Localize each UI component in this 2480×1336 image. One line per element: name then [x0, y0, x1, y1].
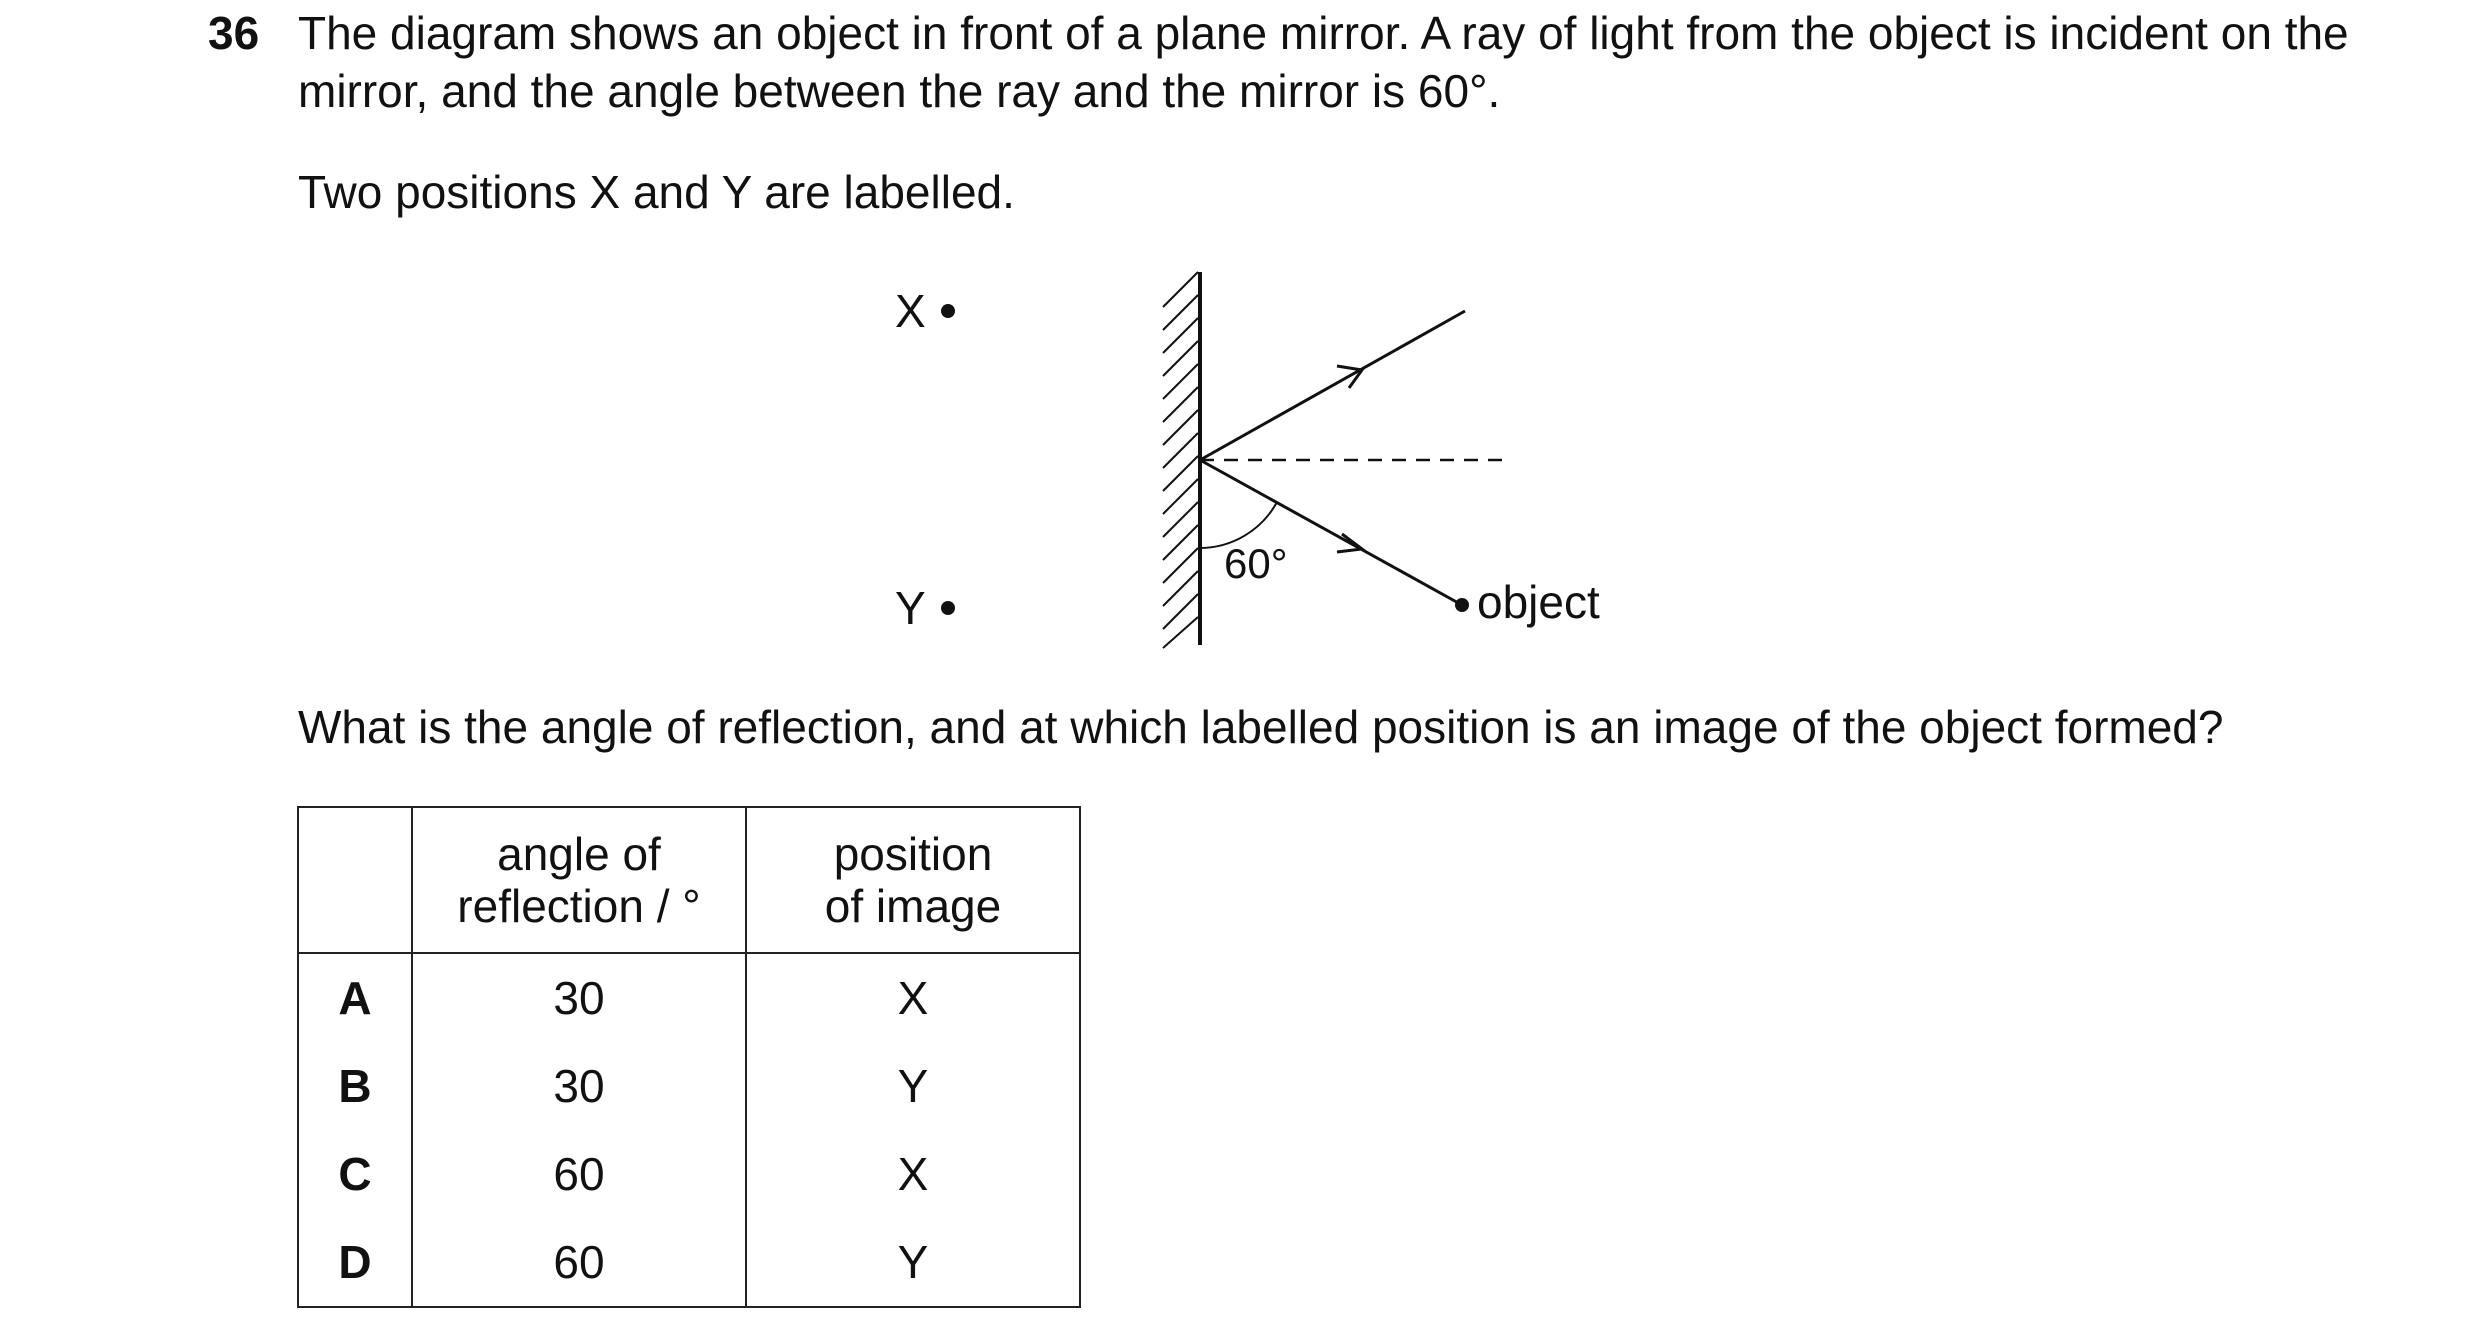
- object-dot: [1455, 598, 1469, 612]
- answer-options-table: [297, 806, 1081, 1308]
- header-angle-line1: angle of: [497, 828, 661, 880]
- option-angle: 60: [412, 1218, 746, 1307]
- option-position: Y: [746, 1218, 1080, 1307]
- option-letter: A: [298, 953, 412, 1042]
- position-x-dot: [941, 304, 955, 318]
- option-angle: 30: [412, 1042, 746, 1130]
- table-header-row: [298, 807, 1080, 953]
- reflected-ray: [1200, 311, 1465, 460]
- header-position-line2: of image: [824, 880, 1002, 932]
- header-position-line1: position: [833, 828, 993, 880]
- option-position: X: [746, 953, 1080, 1042]
- position-x-label: X: [895, 285, 926, 337]
- option-letter: C: [298, 1130, 412, 1218]
- option-angle: 60: [412, 1130, 746, 1218]
- header-position-of-image: [746, 807, 1080, 953]
- object-label: object: [1477, 576, 1600, 628]
- position-y-label: Y: [895, 582, 926, 634]
- angle-label: 60°: [1224, 540, 1288, 587]
- option-position: X: [746, 1130, 1080, 1218]
- option-letter: D: [298, 1218, 412, 1307]
- position-y-dot: [941, 601, 955, 615]
- header-angle-line2: reflection / °: [457, 880, 701, 932]
- table-row[interactable]: [298, 1042, 1080, 1130]
- table-row[interactable]: [298, 1130, 1080, 1218]
- table-row[interactable]: [298, 953, 1080, 1042]
- header-angle-of-reflection: [412, 807, 746, 953]
- positions-note: Two positions X and Y are labelled.: [298, 166, 1015, 218]
- table-row[interactable]: [298, 1218, 1080, 1307]
- option-position: Y: [746, 1042, 1080, 1130]
- header-blank-cell: [298, 807, 412, 953]
- option-angle: 30: [412, 953, 746, 1042]
- mirror-hatching: [1163, 272, 1198, 648]
- question-prompt: What is the angle of reflection, and at which labelled position is an image of the object formed?: [298, 701, 2224, 753]
- question-text: The diagram shows an object in front of a plane mirror. A ray of light from the object is incident on the mirror, and the angle between the ray and the mirror is 60°.: [298, 7, 2349, 117]
- option-letter: B: [298, 1042, 412, 1130]
- question-number: 36: [208, 7, 260, 59]
